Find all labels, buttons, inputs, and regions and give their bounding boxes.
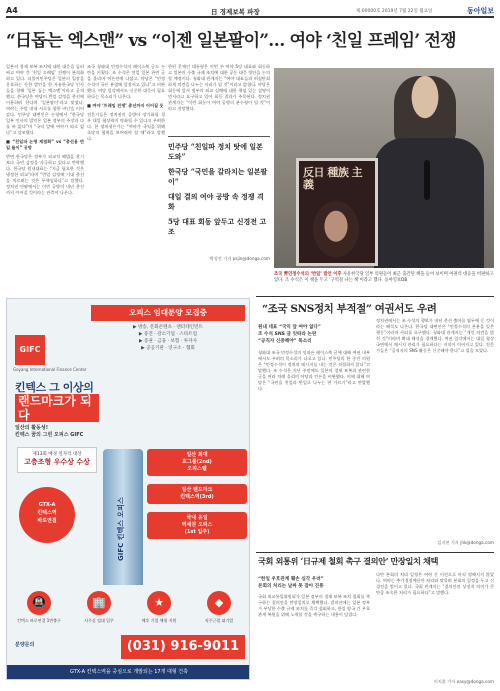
story3-subhead: 본회의 처리는 날짜 못 잡아 진통: [258, 584, 324, 589]
summary-item: 한국당 “국민을 갈라치는 일본팔이”: [168, 167, 268, 186]
person-suit: [374, 138, 484, 268]
article-paragraph: 반면 한국당은 정부가 외교적 해법을 찾기보다 국민 감정을 자극하고 있다고 반박했다. 한국당 원내대표는 “지금 필요한 것은 냉정한 외교”라며 “반일 감정에 기대 총선을 치르려는 것은 무책임하다”고 말했다. 정치권 안팎에서는 이번 공방이 내년 총선까지 이어질 것이라는 관측이 나온다.: [6, 154, 84, 195]
ad-award-line: 제13회 매경 일자리 대상: [32, 452, 82, 457]
caption-lead: 조국 靑민정수석의 ‘반일’ 발언 이후: [274, 272, 342, 277]
photo-caption: [274, 272, 494, 284]
ad-feature-icon: ★ 배후 기업 체험 지원: [133, 591, 185, 624]
article-paragraph: 전문가들은 정치권의 공방이 장기화될 경우 대일 협상력이 약화될 수 있다고 우려한다. 한 정치평론가는 “여야가 국익을 위해 초당적 협력을 보여줘야 할 때”라고 말했다.: [87, 112, 165, 141]
business-icon: ◆: [207, 591, 231, 615]
story2-subhead: 조 수석 SNS 글 잇따라 논란: [258, 332, 317, 337]
ad-tower-label: GIFC 킨텍스 오피스: [117, 497, 125, 561]
story2-byline: 김지현 기자 jhk@donga.com: [437, 540, 494, 545]
ad-award-badge: [17, 447, 97, 473]
article-paragraph: 국회 외교통일위원회가 일본 정부의 경제 보복 조치 철회를 촉구하는 결의안을 만장일치로 채택했다. 결의안에는 일본 정부가 부당한 수출 규제 조치를 즉각 철회하고, 한일 양국 간 우호 관계 복원을 위해 노력할 것을 촉구하는 내용이 담겼다.: [258, 594, 370, 617]
article-subheading: ■ 여야 ‘프레임 전쟁’ 총선까지 이어질 듯: [87, 103, 164, 108]
summary-item: 대일 결의 여야 공방 속 정쟁 격화: [168, 192, 264, 211]
office-icon: 🏢: [87, 591, 111, 615]
ad-gtx-circle: GTX-A 킨텍스역 바로연결: [19, 487, 75, 543]
ad-pin: 국내 유일 역세권 오피스 (1st 입주): [147, 512, 247, 539]
article-paragraph: 다만 본회의 처리 일정은 여야 간 이견으로 아직 정해지지 않았다. 여야는 추가경정예산안 처리와 맞물려 본회의 일정을 두고 신경전을 벌이고 있다. 국회 관계자는 “결의안의 상징적 의미가 큰 만큼 조속한 처리가 필요하다”고 말했다.: [376, 572, 494, 595]
article-byline: 박성진 기자 psjin@donga.com: [209, 256, 270, 261]
ad-footer: GTX-A 킨텍스역을 중심으로 개발되는 17개 대형 건축: [7, 665, 250, 679]
masthead: [6, 4, 494, 18]
ad-feature-icon: 🏢 사무실 임대 입주: [73, 591, 125, 624]
ad-features: [91, 324, 245, 352]
ad-pin: 일산 랜드마크 킨텍스역(3rd): [147, 484, 247, 504]
ad-tagline: 일산의 활동성! 킨텍스 꿈의 그린 오피스 GIFC: [15, 425, 84, 438]
ad-title-highlight: 랜드마크가 되다: [15, 394, 99, 422]
article-subheading: ■ “친일파 논쟁 재점화” vs “총선용 반일 몰이” 공방: [6, 139, 84, 150]
newspaper-logo: 동아일보: [466, 7, 494, 15]
article-paragraph: 정치권에서는 조 수석의 행보가 내년 총선 출마를 염두에 둔 것이라는 해석도 나온다. 한국당 대변인은 “민정수석의 본분을 잊은 행동”이라며 사퇴를 요구했다. 청와대 관계자는 “개인 의견을 밝힌 것”이라며 확대 해석을 경계했다. 여권 일각에서는 대일 협상 국면에서 메시지 관리가 필요하다는 지적이 이어지고 있다. 전문가들은 “공직자의 SNS 활동은 신중해야 한다”고 입을 모았다.: [376, 318, 494, 353]
ad-banner: 오피스 임대분양 모집중: [91, 305, 245, 321]
ad-pin: 일산 최대 호그룹(2nd) 오피스텔: [147, 449, 247, 476]
article-column-3-top: [168, 64, 270, 134]
article-paragraph: 일본의 경제 보복 조치에 대한 대응을 둘러싸고 여야 간 ‘친일 프레임’ 전쟁이 본격화하고 있다. 더불어민주당은 일본의 입장을 옹호하는 듯한 발언을 한 자유한국당 인사들을 향해 ‘일본 돕는 엑스맨’이라고 공격했고, 한국당은 여당이 반일 감정을 총선에 이용하려 한다며 ‘일본팔이’라고 맞섰다. 여야는 주말 내내 서로를 향한 비난을 이어갔다. 민주당 대변인은 논평에서 “한국당 일부 인사의 발언은 일본 정부의 주장과 다를 바 없다”며 “국익 앞에 여야가 따로 없다”고 강조했다.: [6, 64, 84, 135]
summary-item: 5당 대표 회동 앞두고 신경전 고조: [168, 217, 267, 236]
ad-logo-subtitle: Goyang International Finance Center: [13, 367, 87, 372]
page-number: A4: [6, 6, 18, 15]
story3-title: 국회 외통위 ‘日규제 철회 촉구 결의안’ 만장일치 채택: [258, 556, 439, 566]
story2-column-left: [258, 350, 370, 546]
article-paragraph: 청와대 조국 민정수석의 잇따른 페이스북 글에 대해 여권 내부에서도 우려의 목소리가 나오고 있다. 민주당의 한 중진 의원은 “민정수석이 정치적 메시지를 내는 것은 적절하지 않다”고 말했다. 조 수석은 지난 주말에도 일본의 경제 보복과 관련한 글을 여러 차례 올리며 야당과 언론을 비판했다. 이에 대해 야당은 “국민을 친일과 반일로 나누는 편 가르기”라고 반발했다.: [258, 350, 370, 391]
news-photo: [274, 68, 494, 268]
section-rule: [256, 296, 494, 297]
ad-award-strong: 고층조형 우수상 수상: [24, 458, 90, 466]
summary-divider: [168, 136, 270, 137]
story2-column-right: [376, 318, 494, 538]
story2-subhead: “공직자 신중해야” 목소리: [258, 339, 312, 344]
story2-subheads: [258, 324, 370, 345]
story3-byline: 이지훈 기자 easy@donga.com: [433, 679, 494, 684]
summary-box: [168, 136, 270, 254]
story2-subhead: 원내 대표 “국익 앞 여야 없다”: [258, 325, 321, 330]
article-column-3-bottom: [168, 256, 270, 290]
story3-subheads: [258, 576, 370, 590]
ad-feature: ▶ 공공기관 · 연구소 · 협회: [141, 346, 195, 351]
ad-feature: ▶ 증권 · 금융 · 보험 · 투자사: [138, 339, 198, 344]
issue-meta: 제 00000호 2019년 7월 22일 월요일: [356, 9, 433, 14]
article-column-2: [87, 64, 165, 290]
summary-item: 민주당 “친일파 정치 탓에 일본 도와”: [168, 142, 263, 161]
story3-column-right: [376, 572, 494, 676]
ad-phone-number[interactable]: (031) 916-9011: [121, 635, 245, 659]
story3-column-left: [258, 594, 370, 684]
ad-title: 킨텍스 그 이상의: [15, 381, 94, 394]
section-label: 日 경제보복 파장: [211, 8, 260, 16]
ad-location-pins: [147, 449, 247, 547]
ad-feature: ▶ 방송, 문화콘텐츠 · 엔터테인먼트: [133, 325, 203, 330]
book-cover-portrait: [313, 201, 359, 257]
book-cover: [296, 158, 378, 266]
article-paragraph: 조국 청와대 민정수석의 페이스북 글도 논란을 키웠다. 조 수석은 연일 일본 관련 글을 올리며 여론전에 나섰고, 야당은 “민정수석이 국론 분열에 앞장서고 있다”고 비판했다. 여당 일각에서도 신중한 대응이 필요하다는 목소리가 나온다.: [87, 64, 165, 99]
book-title: 反日 種族 主義: [303, 166, 363, 191]
ad-feature-icon: ◆ 직주근접 대기업: [193, 591, 245, 624]
ad-feature: ▶ 중견 · 강소기업 · 스타트업: [138, 332, 198, 337]
section-rule: [256, 552, 494, 553]
article-column-1: [6, 64, 84, 290]
article-paragraph: 한편 문재인 대통령은 이번 주 여야 5당 대표와 회동하고 일본의 수출 규제 조치에 대한 공동 대응 방안을 논의할 예정이다. 청와대 관계자는 “여야 대표들과 허심탄회하게 의견을 나누는 자리가 될 것”이라고 밝혔다. 야당은 회동에 앞서 정부의 외교 실패에 대한 책임 있는 설명이 먼저라고 요구하고 있어 회동 결과가 주목된다. 정치권 관계자는 “이번 회동이 여야 공방의 분수령이 될 것”이라고 전망했다.: [168, 64, 270, 111]
ad-phone-label: 분양문의: [15, 642, 35, 648]
ad-feature-icon: 🚇 킨텍스 바로연결 1번출구: [13, 591, 65, 624]
person-head: [394, 76, 456, 146]
story3-subhead: “한일 우호관계 훼손 심각 우려”: [258, 577, 324, 582]
main-headline: “日돕는 엑스맨” vs “이젠 일본팔이”… 여야 ‘친일 프레임’ 전쟁: [6, 31, 456, 51]
caption-text: 자유한국당 일부 의원들이 최근 출간된 책을 들어 보이며 여권의 대응을 비판하고 있다. 조 수석은 이 책을 두고 ‘구역질 나는 책’이라고 했다. 동아일보DB: [274, 272, 494, 283]
microphone-icon: [424, 160, 430, 200]
story2-title: “조국 SNS정치 부적절” 여권서도 우려: [262, 303, 437, 315]
ad-logo: GIFC: [15, 335, 45, 365]
ad-tower-illustration: [103, 449, 143, 585]
ad-feature-icons: [13, 591, 245, 624]
advertisement[interactable]: [6, 298, 250, 680]
support-icon: ★: [147, 591, 171, 615]
subway-icon: 🚇: [27, 591, 51, 615]
